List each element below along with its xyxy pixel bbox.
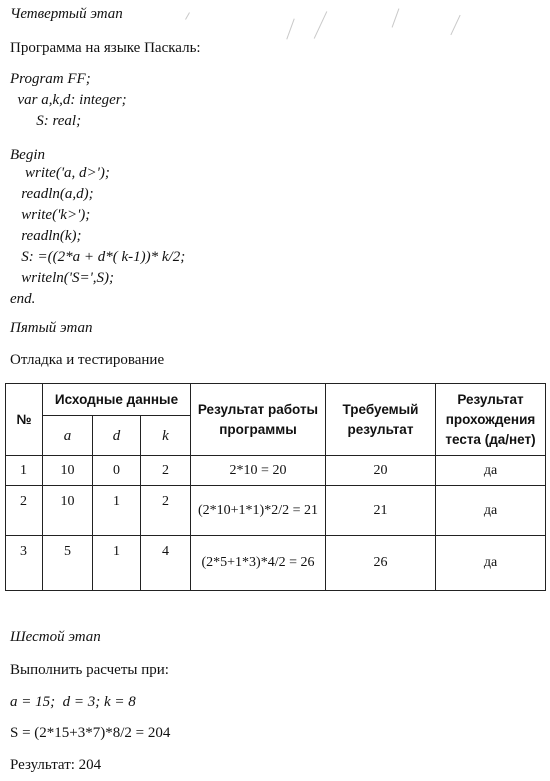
cell-required-result: 26 — [326, 536, 436, 591]
header-input-data: Исходные данные — [43, 384, 191, 416]
scan-mark — [286, 18, 294, 39]
cell-a: 10 — [43, 456, 93, 486]
cell-test-result: да — [436, 536, 546, 591]
test-results-table — [5, 383, 546, 591]
cell-test-result: да — [436, 456, 546, 486]
code-line: var a,k,d: integer; — [10, 92, 127, 108]
header-a: a — [43, 416, 93, 456]
stage5-heading: Пятый этап — [10, 320, 93, 336]
header-num: № — [6, 384, 43, 456]
code-line: Program FF; — [10, 71, 91, 87]
cell-program-result: (2*5+1*3)*4/2 = 26 — [191, 536, 326, 591]
cell-d: 1 — [93, 536, 141, 591]
cell-required-result: 20 — [326, 456, 436, 486]
scan-mark — [450, 15, 460, 35]
cell-d: 0 — [93, 456, 141, 486]
stage6-calc: S = (2*15+3*7)*8/2 = 204 — [10, 725, 171, 741]
table-row — [6, 486, 546, 536]
header-d: d — [93, 416, 141, 456]
cell-num: 1 — [6, 456, 43, 486]
code-line: readln(a,d); — [10, 186, 94, 202]
code-line: writeln('S=',S); — [10, 270, 115, 286]
scan-mark — [392, 8, 400, 27]
stage6-heading: Шестой этап — [10, 629, 101, 645]
header-required-result: Требуемый результат — [326, 384, 436, 456]
cell-num: 2 — [6, 486, 43, 536]
code-line: end. — [10, 291, 36, 307]
code-line: write('k>'); — [10, 207, 91, 223]
cell-num: 3 — [6, 536, 43, 591]
cell-program-result: (2*10+1*1)*2/2 = 21 — [191, 486, 326, 536]
table-row — [6, 536, 546, 591]
cell-d: 1 — [93, 486, 141, 536]
header-test-result: Результат прохождения теста (да/нет) — [436, 384, 546, 456]
scan-mark — [314, 11, 328, 39]
header-program-result: Результат работы программы — [191, 384, 326, 456]
stage4-intro: Программа на языке Паскаль: — [10, 40, 201, 56]
cell-required-result: 21 — [326, 486, 436, 536]
cell-k: 2 — [141, 456, 191, 486]
header-k: k — [141, 416, 191, 456]
code-line: Begin — [10, 147, 45, 163]
cell-a: 10 — [43, 486, 93, 536]
stage4-heading: Четвертый этап — [10, 6, 123, 22]
code-line: write('a, d>'); — [10, 165, 110, 181]
code-line: S: real; — [10, 113, 82, 129]
code-line: S: =((2*a + d*( k-1))* k/2; — [10, 249, 186, 265]
stage6-intro: Выполнить расчеты при: — [10, 662, 169, 678]
cell-k: 2 — [141, 486, 191, 536]
table-row — [6, 456, 546, 486]
code-line: readln(k); — [10, 228, 82, 244]
scan-mark — [185, 12, 190, 19]
stage5-intro: Отладка и тестирование — [10, 352, 165, 368]
cell-a: 5 — [43, 536, 93, 591]
stage6-result: Результат: 204 — [10, 757, 102, 773]
cell-k: 4 — [141, 536, 191, 591]
cell-test-result: да — [436, 486, 546, 536]
cell-program-result: 2*10 = 20 — [191, 456, 326, 486]
stage6-params: a = 15; d = 3; k = 8 — [10, 694, 136, 710]
